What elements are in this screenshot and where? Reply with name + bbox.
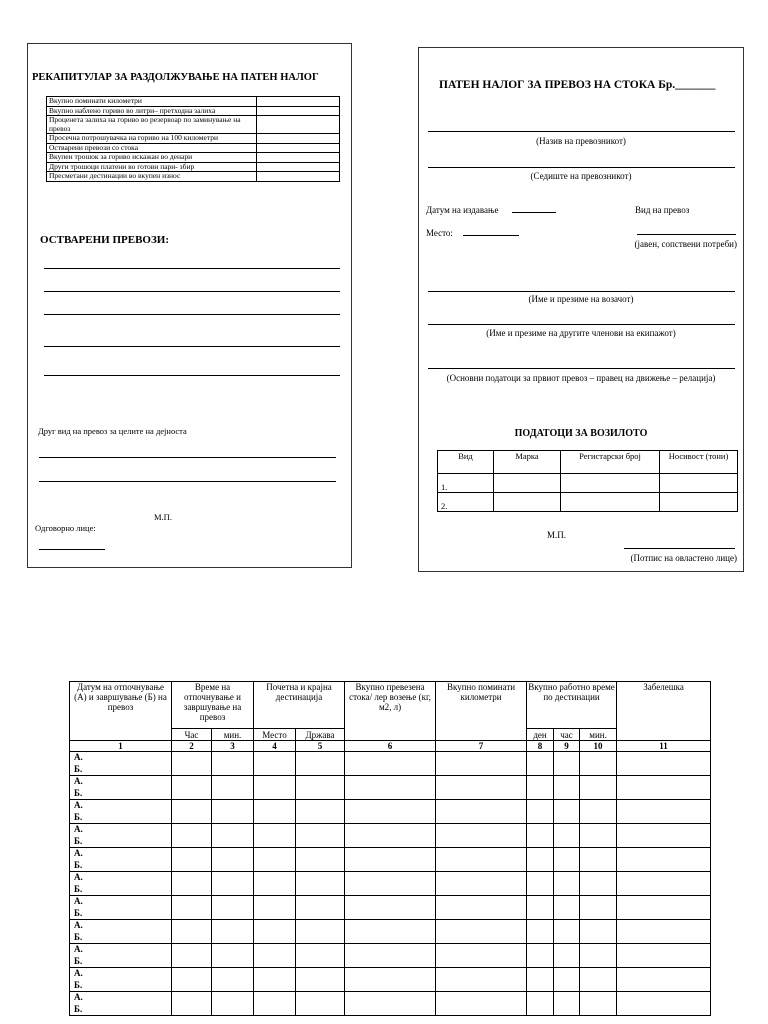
table-row [70,968,711,992]
min2-header: мин. [580,729,617,741]
transport-type-label: Вид на превоз [635,205,690,215]
trip-cell[interactable] [617,992,711,1016]
trip-cell[interactable] [212,896,254,920]
trip-cell[interactable] [296,920,345,944]
vehicle-row-number: 1. [438,474,494,493]
hour-header: Час [172,729,212,741]
trip-cell[interactable] [172,824,212,848]
table-row [70,920,711,944]
write-line[interactable] [44,314,340,315]
vehicle-cell[interactable] [660,474,738,493]
row-b-label: Б. [74,835,83,846]
column-number: 9 [554,741,580,752]
trip-cell[interactable] [554,896,580,920]
trip-cell[interactable] [254,992,296,1016]
column-number: 3 [212,741,254,752]
route-label: (Основни податоци за првиот превоз – правец на движење – релација) [446,373,716,383]
trip-cell[interactable] [212,800,254,824]
signature-line[interactable] [624,548,735,549]
trip-cell[interactable] [254,896,296,920]
recap-label: Пресметани дестинации во вкупен износ [47,172,257,182]
trip-cell[interactable] [296,872,345,896]
trip-cell[interactable] [345,920,436,944]
trip-cell[interactable] [172,968,212,992]
trip-cell[interactable] [554,968,580,992]
trip-cell[interactable] [345,896,436,920]
recap-table [46,96,340,182]
trip-cell[interactable] [436,968,527,992]
trip-cell[interactable] [527,800,554,824]
vehicle-cell[interactable] [660,493,738,512]
order-title: ПАТЕН НАЛОГ ЗА ПРЕВОЗ НА СТОКА Бр._______ [439,79,716,91]
trip-cell[interactable] [254,776,296,800]
trip-ab-cell[interactable] [70,776,172,800]
write-line[interactable] [39,481,336,482]
column-number: 4 [254,741,296,752]
trip-cell[interactable] [617,848,711,872]
trip-cell[interactable] [617,800,711,824]
write-line[interactable] [44,375,340,376]
trip-cell[interactable] [436,896,527,920]
row-b-label: Б. [74,787,83,798]
place-label: Место: [426,228,453,238]
trip-cell[interactable] [254,968,296,992]
trip-cell[interactable] [617,944,711,968]
driver-line[interactable] [428,291,735,292]
trip-cell[interactable] [527,896,554,920]
recap-value[interactable] [257,97,340,107]
recap-label: Вкупен трошок за гориво искажан во денари [47,153,257,163]
recap-row [47,134,340,144]
row-b-label: Б. [74,763,83,774]
responsible-label: Одговорно лице: [35,523,96,533]
trip-cell[interactable] [436,752,527,776]
recap-value[interactable] [257,106,340,116]
write-line[interactable] [44,346,340,347]
table-row [70,944,711,968]
recap-label: Вкупно наблено гориво во литри– претходна залиха [47,106,257,116]
row-a-label: А. [74,992,83,1002]
trip-cell[interactable] [527,992,554,1016]
trip-ab-cell[interactable] [70,920,172,944]
trip-cell[interactable] [212,824,254,848]
trip-ab-cell[interactable] [70,896,172,920]
column-number: 5 [296,741,345,752]
trip-cell[interactable] [617,968,711,992]
driver-label: (Име и презиме на возачот) [528,294,634,304]
row-a-label: А. [74,872,83,882]
trip-cell[interactable] [554,776,580,800]
trip-cell[interactable] [212,776,254,800]
recap-row [47,153,340,163]
trip-cell[interactable] [436,776,527,800]
trip-cell[interactable] [296,776,345,800]
write-line[interactable] [44,291,340,292]
row-a-label: А. [74,776,83,786]
recap-page [27,43,352,568]
table-row [70,776,711,800]
recap-row [47,116,340,134]
day-header: ден [527,729,554,741]
trip-cell[interactable] [554,944,580,968]
row-b-label: Б. [74,859,83,870]
row-b-label: Б. [74,1003,83,1014]
trip-cell[interactable] [172,872,212,896]
transport-type-hint: (јавен, сопствени потреби) [634,239,737,249]
trip-cell[interactable] [212,872,254,896]
trip-cell[interactable] [580,848,617,872]
trip-ab-cell[interactable] [70,824,172,848]
trip-cell[interactable] [436,848,527,872]
recap-label: Други трошоци платени во готови пари- збир [47,162,257,172]
trip-cell[interactable] [554,752,580,776]
trip-cell[interactable] [172,944,212,968]
row-a-label: А. [74,752,83,762]
table-row [70,800,711,824]
trip-cell[interactable] [254,752,296,776]
trip-cell[interactable] [296,968,345,992]
trip-cell[interactable] [254,848,296,872]
row-a-label: А. [74,848,83,858]
vehicle-header: Носивост (тони) [660,451,738,474]
trip-cell[interactable] [172,752,212,776]
trip-cell[interactable] [554,920,580,944]
trip-cell[interactable] [527,944,554,968]
trip-cell[interactable] [345,848,436,872]
km-header: Вкупно поминати километри [436,682,527,741]
other-transport-label: Друг вид на превоз за целите на дејноста [38,426,187,436]
trip-cell[interactable] [345,944,436,968]
trip-cell[interactable] [617,896,711,920]
trip-cell[interactable] [527,848,554,872]
trip-cell[interactable] [527,776,554,800]
column-number: 8 [527,741,554,752]
row-b-label: Б. [74,931,83,942]
table-row [70,992,711,1016]
column-number: 1 [70,741,172,752]
column-number: 10 [580,741,617,752]
trip-cell[interactable] [580,992,617,1016]
recap-label: Просечна потрошувачка на гориво на 100 километри [47,134,257,144]
trip-cell[interactable] [527,872,554,896]
trip-cell[interactable] [436,872,527,896]
trip-cell[interactable] [617,824,711,848]
trip-cell[interactable] [617,920,711,944]
hour2-header: час [554,729,580,741]
table-row [70,752,711,776]
stamp-label: М.П. [547,530,567,540]
row-a-label: А. [74,944,83,954]
trip-cell[interactable] [580,968,617,992]
trip-ab-cell[interactable] [70,848,172,872]
trip-cell[interactable] [580,944,617,968]
write-line[interactable] [39,457,336,458]
trip-cell[interactable] [345,800,436,824]
row-b-label: Б. [74,811,83,822]
recap-value[interactable] [257,143,340,153]
trip-cell[interactable] [254,872,296,896]
trip-cell[interactable] [172,800,212,824]
trip-cell[interactable] [554,800,580,824]
trip-cell[interactable] [254,800,296,824]
trip-cell[interactable] [554,872,580,896]
trip-cell[interactable] [436,992,527,1016]
trip-cell[interactable] [580,776,617,800]
row-a-label: А. [74,824,83,834]
country-header: Држава [296,729,345,741]
route-line[interactable] [428,368,735,369]
trip-cell[interactable] [212,992,254,1016]
trip-cell[interactable] [617,872,711,896]
trip-cell[interactable] [580,896,617,920]
recap-label: Остварени превози со стока [47,143,257,153]
recap-row [47,172,340,182]
trip-cell[interactable] [296,752,345,776]
trip-cell[interactable] [436,920,527,944]
trip-cell[interactable] [345,872,436,896]
trip-cell[interactable] [580,752,617,776]
vehicle-cell[interactable] [494,474,561,493]
recap-title: РЕКАПИТУЛАР ЗА РАЗДОЛЖУВАЊЕ НА ПАТЕН НАЛОГ [32,72,319,83]
trip-cell[interactable] [296,896,345,920]
row-b-label: Б. [74,955,83,966]
trip-cell[interactable] [212,752,254,776]
trip-cell[interactable] [296,944,345,968]
crew-line[interactable] [428,324,735,325]
trip-cell[interactable] [617,752,711,776]
trip-cell[interactable] [554,824,580,848]
trip-cell[interactable] [580,920,617,944]
trip-cell[interactable] [527,920,554,944]
trip-cell[interactable] [254,824,296,848]
row-b-label: Б. [74,979,83,990]
trip-cell[interactable] [296,992,345,1016]
goods-header: Вкупно превезена стока/ лер возење (кг, м2, л) [345,682,436,741]
trip-cell[interactable] [212,944,254,968]
recap-value[interactable] [257,172,340,182]
trip-cell[interactable] [345,992,436,1016]
trip-cell[interactable] [554,848,580,872]
carrier-name-label: (Назив на превозникот) [536,136,626,146]
trip-cell[interactable] [436,944,527,968]
trip-cell[interactable] [617,776,711,800]
row-b-label: Б. [74,883,83,894]
trip-cell[interactable] [172,992,212,1016]
travel-order-page [418,47,744,572]
issue-date-label: Датум на издавање [426,205,499,215]
trip-cell[interactable] [580,800,617,824]
time-header: Време на отпочнување и завршување на превоз [172,682,254,729]
vehicle-cell[interactable] [561,493,660,512]
place-line[interactable] [463,235,519,236]
row-a-label: А. [74,800,83,810]
column-number: 7 [436,741,527,752]
trip-cell[interactable] [212,848,254,872]
signature-label: (Потпис на овластено лице) [630,553,737,563]
transport-type-line[interactable] [637,234,736,235]
trip-cell[interactable] [436,800,527,824]
trip-ab-cell[interactable] [70,992,172,1016]
trip-cell[interactable] [212,968,254,992]
vehicle-section-title: ПОДАТОЦИ ЗА ВОЗИЛОТО [514,428,648,439]
column-number: 2 [172,741,212,752]
vehicle-header: Вид [438,451,494,474]
signature-line[interactable] [39,549,105,550]
recap-label: Вкупно поминати километри [47,97,257,107]
crew-label: (Име и презиме на другите членови на екипажот) [486,328,676,338]
trip-cell[interactable] [254,920,296,944]
trip-cell[interactable] [172,848,212,872]
trip-cell[interactable] [345,752,436,776]
trip-cell[interactable] [527,824,554,848]
trip-ab-cell[interactable] [70,968,172,992]
table-row [70,848,711,872]
recap-value[interactable] [257,162,340,172]
place-header: Место [254,729,296,741]
section-title: ОСТВАРЕНИ ПРЕВОЗИ: [40,234,170,246]
trip-cell[interactable] [172,920,212,944]
trip-cell[interactable] [580,872,617,896]
recap-row [47,97,340,107]
carrier-name-line[interactable] [428,131,735,132]
trip-cell[interactable] [554,992,580,1016]
vehicle-cell[interactable] [494,493,561,512]
trip-ab-cell[interactable] [70,752,172,776]
destination-header: Почетна и крајна дестинација [254,682,345,729]
column-number: 11 [617,741,711,752]
vehicle-header: Марка [494,451,561,474]
trip-cell[interactable] [296,848,345,872]
stamp-label: М.П. [154,512,172,522]
trip-cell[interactable] [527,752,554,776]
recap-value[interactable] [257,134,340,144]
trip-cell[interactable] [345,776,436,800]
table-row [70,896,711,920]
row-a-label: А. [74,896,83,906]
vehicle-header: Регистарски број [561,451,660,474]
trip-cell[interactable] [345,824,436,848]
recap-value[interactable] [257,116,340,134]
column-number: 6 [345,741,436,752]
row-a-label: А. [74,968,83,978]
trip-cell[interactable] [527,968,554,992]
trip-cell[interactable] [254,944,296,968]
trip-cell[interactable] [172,896,212,920]
note-header: Забелешка [617,682,711,741]
write-line[interactable] [44,268,340,269]
min-header: мин. [212,729,254,741]
trip-cell[interactable] [296,824,345,848]
work-time-header: Вкупно работно време по дестинации [527,682,617,729]
carrier-seat-line[interactable] [428,167,735,168]
trip-ab-cell[interactable] [70,800,172,824]
trip-cell[interactable] [172,776,212,800]
trip-cell[interactable] [212,920,254,944]
recap-value[interactable] [257,153,340,163]
recap-label: Проценета залиха на гориво во резервоар по заминување на превоз [47,116,257,134]
date-header: Датум на отпочнување (А) и завршување (Б) на превоз [70,682,172,741]
trips-table [69,681,711,1016]
carrier-seat-label: (Седиште на превозникот) [530,171,632,181]
trip-cell[interactable] [345,968,436,992]
trip-ab-cell[interactable] [70,944,172,968]
issue-date-line[interactable] [512,212,556,213]
vehicle-row-number: 2. [438,493,494,512]
vehicle-cell[interactable] [561,474,660,493]
trip-cell[interactable] [436,824,527,848]
trip-cell[interactable] [580,824,617,848]
table-row [70,872,711,896]
row-b-label: Б. [74,907,83,918]
table-row [70,824,711,848]
row-a-label: А. [74,920,83,930]
trip-cell[interactable] [296,800,345,824]
trip-ab-cell[interactable] [70,872,172,896]
vehicle-table [437,450,738,512]
